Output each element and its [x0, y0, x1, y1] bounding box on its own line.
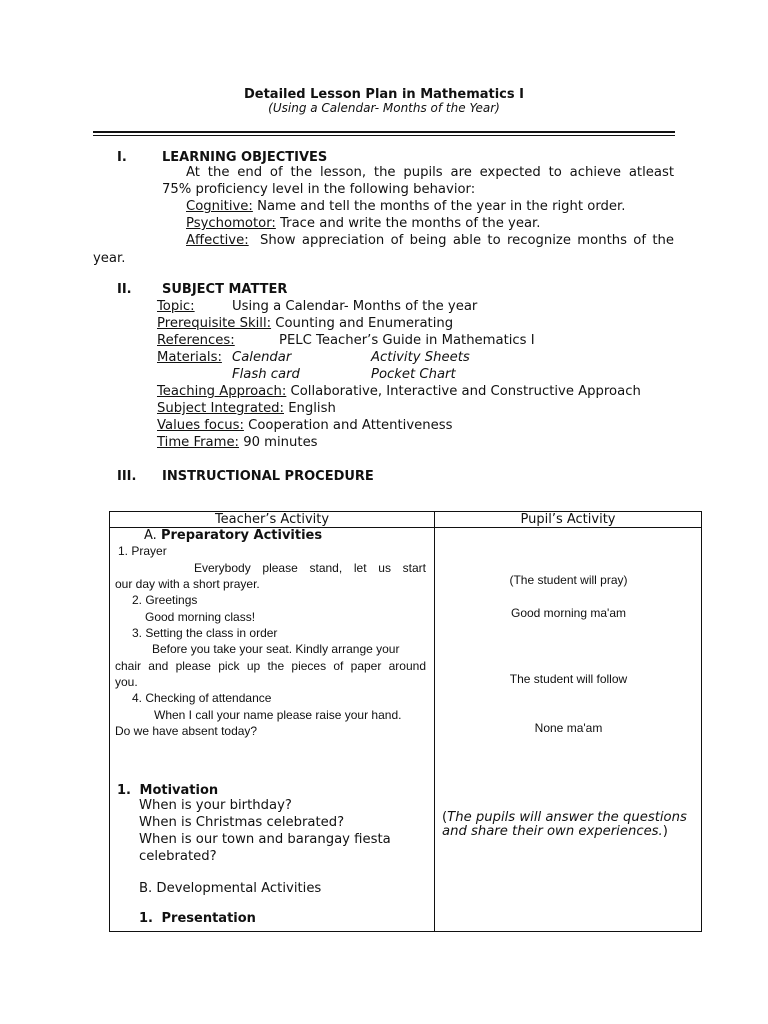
approach-value: Collaborative, Interactive and Constructive Approach	[290, 384, 641, 399]
prayer-line2: our day with a short prayer.	[115, 577, 260, 591]
header-divider-top	[93, 131, 675, 133]
topic-value: Using a Calendar- Months of the year	[232, 299, 478, 314]
time-label: Time Frame:	[157, 435, 239, 450]
prereq-label: Prerequisite Skill:	[157, 316, 272, 331]
pupil-response-pray: (The student will pray)	[509, 573, 628, 587]
integrated-value: English	[288, 401, 336, 416]
materials-label: Materials:	[157, 350, 222, 365]
presentation-heading	[139, 912, 256, 925]
pupil-activity-cell	[435, 528, 702, 932]
motivation-answer-line1: The pupils will answer the questions	[447, 810, 687, 825]
psychomotor-label: Psychomotor:	[186, 216, 276, 231]
section-numeral-3: III.	[117, 469, 137, 484]
values-label: Values focus:	[157, 418, 244, 433]
setting-line2: chair and please pick up the pieces of paper around	[115, 659, 426, 673]
motivation-question: When is our town and barangay fiesta	[139, 832, 391, 847]
paren-open: (	[442, 810, 448, 825]
motivation-question-wrap: celebrated?	[139, 849, 217, 864]
developmental-heading: B. Developmental Activities	[139, 881, 322, 896]
paren-close: )	[662, 824, 668, 839]
pupil-response-follow: The student will follow	[509, 672, 628, 686]
material-item: Activity Sheets	[371, 350, 470, 365]
affective-wrap: year.	[93, 251, 126, 266]
setting-label: 3. Setting the class in order	[132, 626, 278, 640]
procedure-table	[109, 511, 702, 932]
prereq-line	[157, 317, 453, 330]
integrated-label: Subject Integrated:	[157, 401, 284, 416]
cognitive-text: Name and tell the months of the year in the right order.	[257, 199, 626, 214]
prereq-value: Counting and Enumerating	[275, 316, 454, 331]
setting-line3: you.	[115, 675, 138, 689]
header-divider-bottom	[93, 135, 675, 136]
section-numeral-1: I.	[117, 150, 127, 165]
motivation-question: When is your birthday?	[139, 798, 292, 813]
preparatory-heading	[144, 529, 322, 542]
section-heading-instructional-procedure: INSTRUCTIONAL PROCEDURE	[162, 469, 374, 484]
prayer-line1: Everybody please stand, let us start	[194, 561, 426, 575]
attendance-line1: When I call your name please raise your hand.	[154, 708, 402, 722]
section-heading-subject-matter: SUBJECT MATTER	[162, 282, 288, 297]
affective-label: Affective:	[186, 233, 249, 248]
motivation-number: 1.	[117, 783, 131, 798]
references-value: PELC Teacher’s Guide in Mathematics I	[279, 333, 535, 348]
motivation-title: Motivation	[139, 783, 219, 798]
setting-line1: Before you take your seat. Kindly arrange your	[152, 642, 400, 656]
integrated-line	[157, 402, 336, 415]
motivation-heading	[117, 784, 218, 797]
pupil-response-motivation-line1	[442, 811, 687, 824]
preparatory-letter: A.	[144, 528, 157, 543]
presentation-title: Presentation	[161, 911, 256, 926]
presentation-number: 1.	[139, 911, 153, 926]
objectives-intro-line1: At the end of the lesson, the pupils are expected to achieve atleast	[186, 165, 674, 180]
affective-text: Show appreciation of being able to recognize months of the	[260, 233, 674, 248]
table-header-row	[110, 512, 702, 528]
document-title: Detailed Lesson Plan in Mathematics I	[243, 87, 524, 102]
motivation-question: When is Christmas celebrated?	[139, 815, 345, 830]
table-row	[110, 528, 702, 932]
pupil-response-motivation-line2	[442, 825, 668, 838]
psychomotor-text: Trace and write the months of the year.	[280, 216, 541, 231]
objective-cognitive	[186, 200, 625, 213]
greetings-text: Good morning class!	[145, 610, 256, 624]
section-heading-learning-objectives: LEARNING OBJECTIVES	[162, 150, 328, 165]
greetings-label: 2. Greetings	[132, 593, 198, 607]
approach-label: Teaching Approach:	[157, 384, 287, 399]
section-numeral-2: II.	[117, 282, 132, 297]
attendance-line2: Do we have absent today?	[115, 724, 258, 738]
teacher-activity-header: Teacher’s Activity	[110, 512, 435, 528]
material-item: Flash card	[232, 367, 300, 382]
attendance-label: 4. Checking of attendance	[132, 691, 272, 705]
preparatory-title: Preparatory Activities	[160, 528, 323, 543]
cognitive-label: Cognitive:	[186, 199, 253, 214]
objective-psychomotor	[186, 217, 540, 230]
document-subtitle: (Using a Calendar- Months of the Year)	[268, 101, 500, 115]
pupil-response-greet: Good morning ma'am	[510, 606, 626, 620]
prayer-label: 1. Prayer	[118, 544, 167, 558]
material-item: Calendar	[232, 350, 292, 365]
references-label: References:	[157, 333, 235, 348]
objectives-intro-line2: 75% proficiency level in the following behavior:	[162, 182, 476, 197]
approach-line	[157, 385, 641, 398]
values-value: Cooperation and Attentiveness	[248, 418, 453, 433]
topic-label: Topic:	[157, 299, 195, 314]
values-line	[157, 419, 452, 432]
teacher-activity-cell	[110, 528, 435, 932]
pupil-activity-header: Pupil’s Activity	[435, 512, 702, 528]
objective-affective	[186, 234, 674, 247]
pupil-response-attendance: None ma'am	[534, 721, 603, 735]
motivation-answer-line2: and share their own experiences.	[442, 824, 663, 839]
time-line	[157, 436, 318, 449]
material-item: Pocket Chart	[371, 367, 456, 382]
time-value: 90 minutes	[243, 435, 318, 450]
